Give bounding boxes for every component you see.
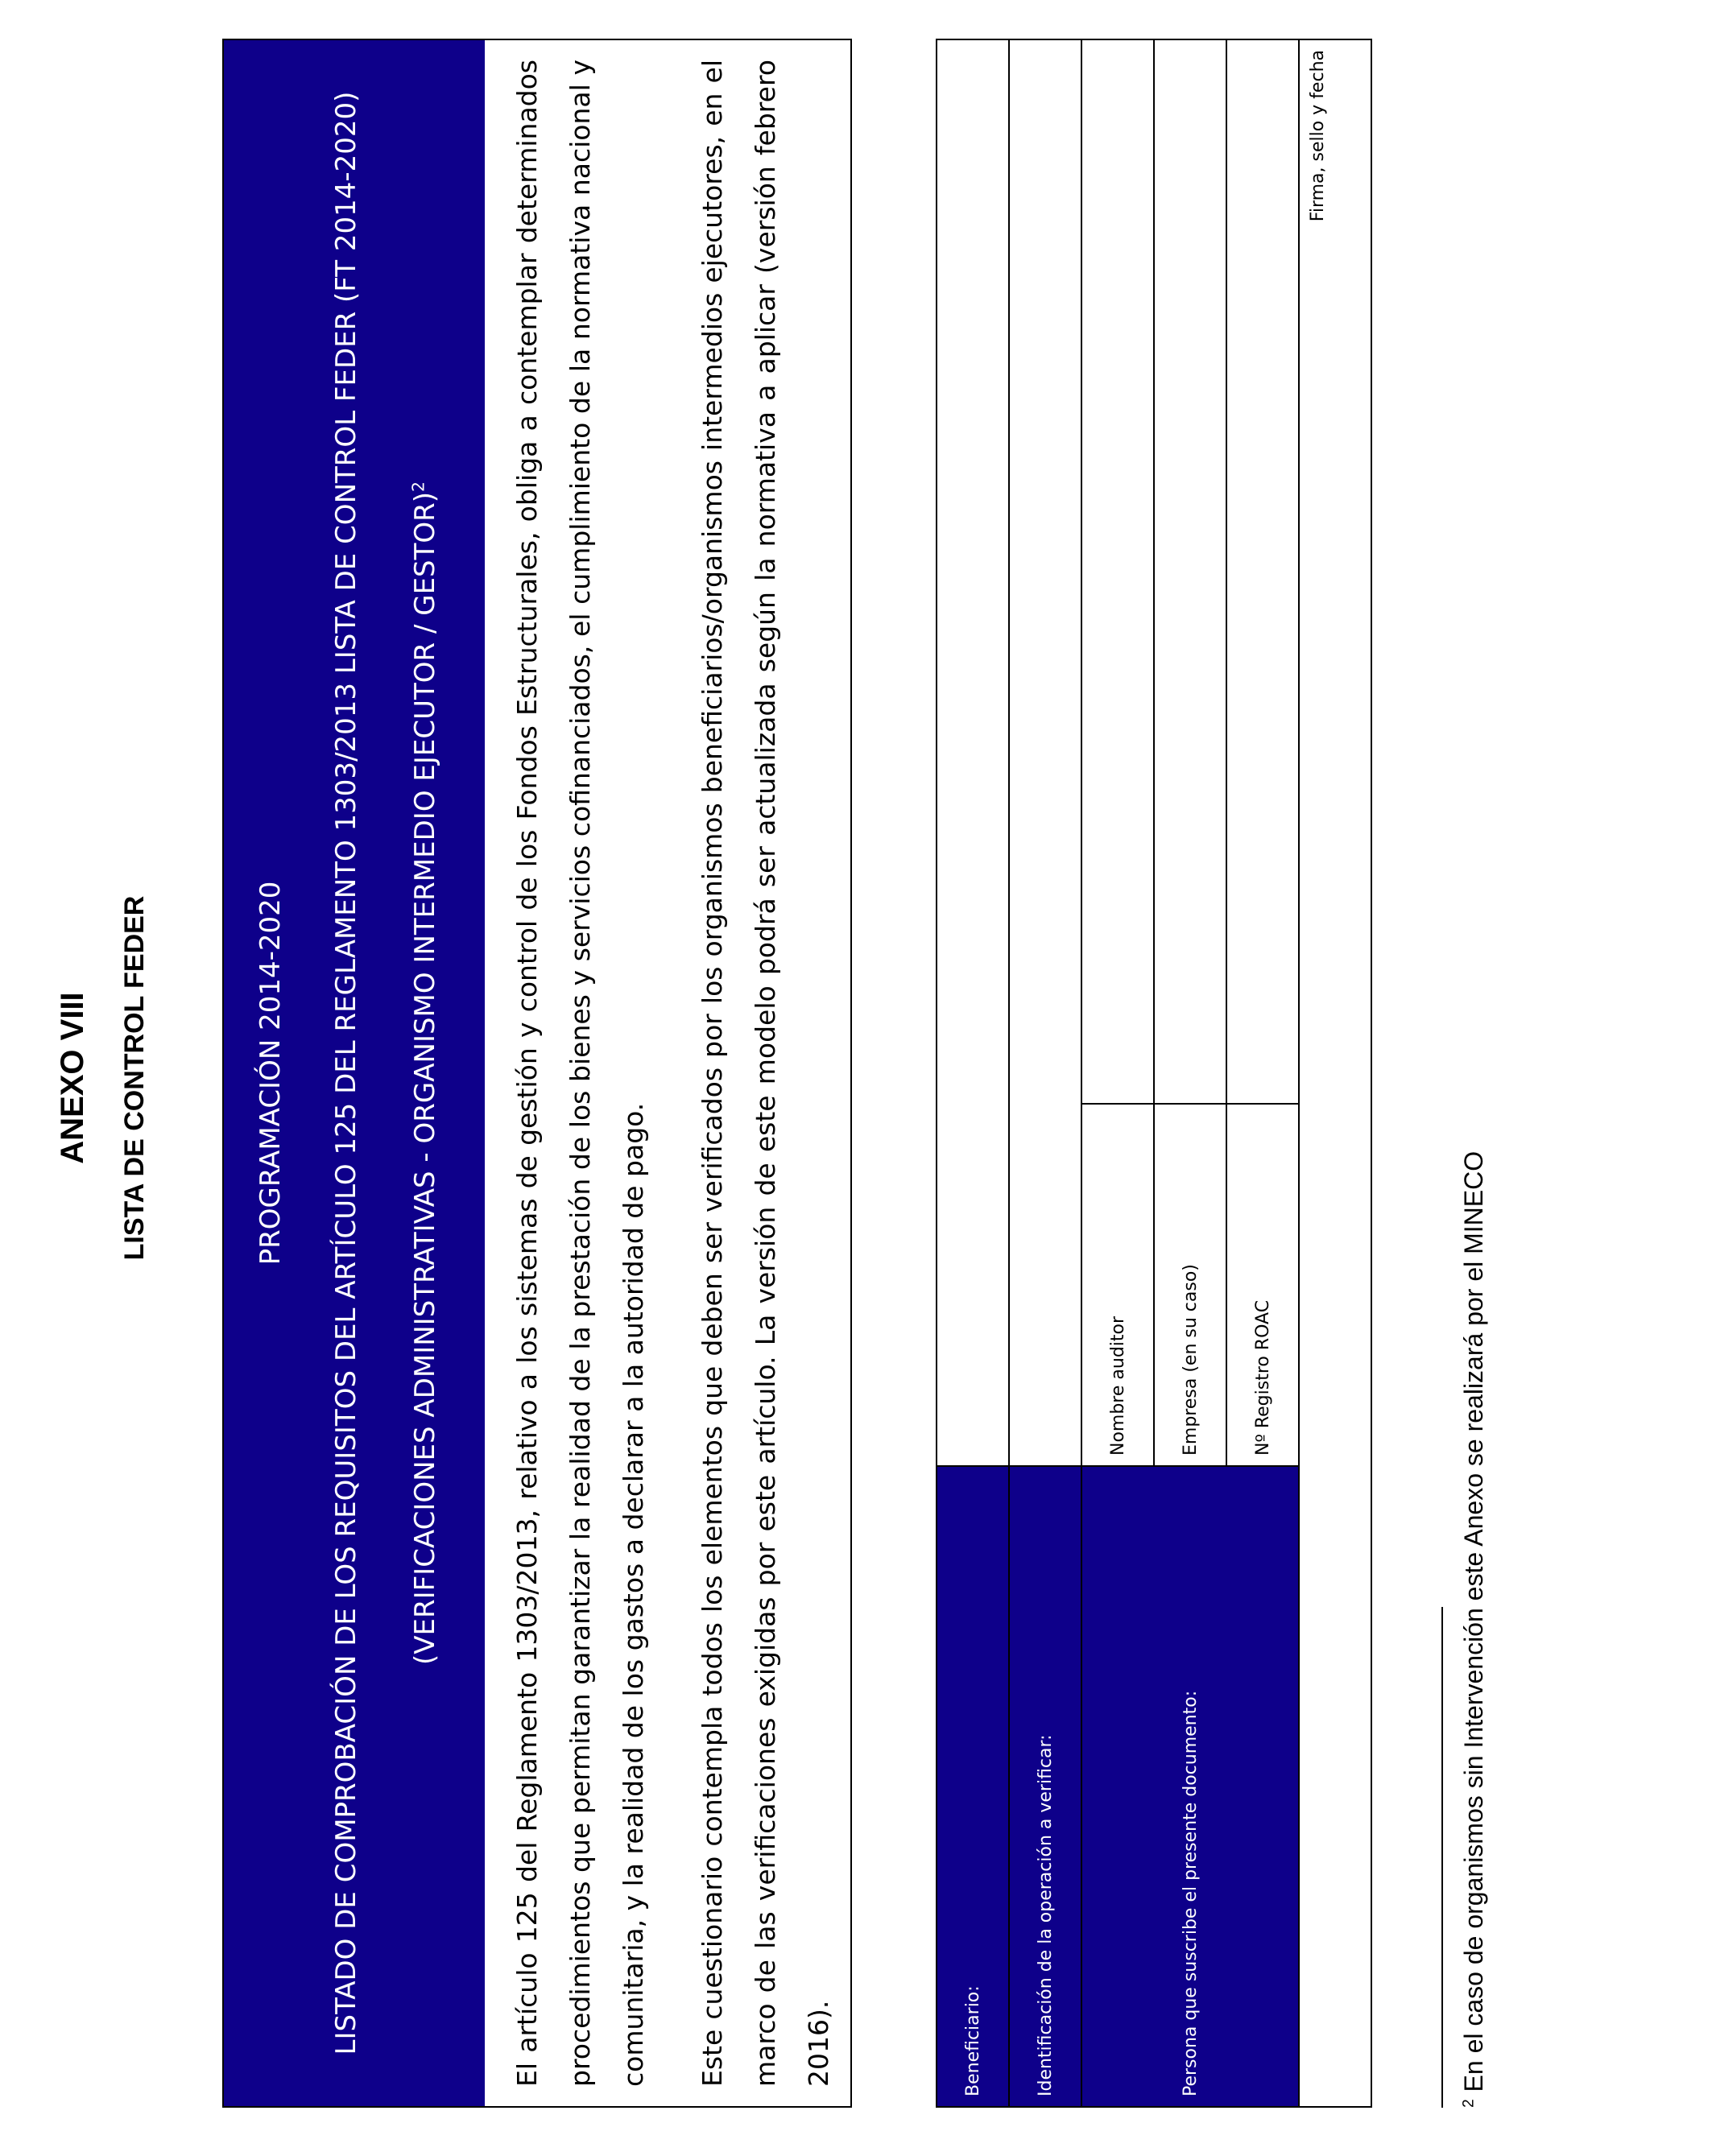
registro-label: Nº Registro ROAC — [1226, 1104, 1299, 1466]
firma-field[interactable] — [1299, 39, 1371, 2107]
annex-title: ANEXO VIII — [55, 992, 90, 1164]
verificaciones-heading — [409, 40, 441, 2106]
nombre-auditor-field[interactable] — [1081, 39, 1154, 1104]
info-box-body — [501, 60, 871, 2087]
info-box-header — [224, 40, 485, 2106]
footnote-text: En el caso de organismos sin Intervención este Anexo se realizará por el MINECO — [1459, 1150, 1488, 2092]
form-row-nombre-auditor — [1081, 39, 1154, 2107]
firma-label: Firma, sello y fecha — [1308, 50, 1328, 222]
intro-paragraph: El artículo 125 del Reglamento 1303/2013, relativo a los sistemas de gestión y control de los Fondos Estructurales, obliga a contemplar determinados procedimientos que permitan garantizar la realidad de la prestación de los bienes y servicios cofinanciados, el cumplimiento de la normativa nacional y comunitaria, y la realidad de los gastos a declarar a la autoridad de pago. — [511, 60, 649, 2087]
listado-heading: LISTADO DE COMPROBACIÓN DE LOS REQUISITOS DEL ARTÍCULO 125 DEL REGLAMENTO 1303/2013 LISTA DE CONTROL FEDER (FT 2014-2020) — [330, 91, 362, 2055]
form-row-beneficiario — [937, 39, 1009, 2107]
verification-form — [936, 39, 1372, 2108]
form-row-identificacion — [1009, 39, 1081, 2107]
nombre-auditor-label: Nombre auditor — [1081, 1104, 1154, 1466]
footnote-separator — [1441, 1607, 1443, 2108]
persona-label: Persona que suscribe el presente documento: — [1081, 1466, 1299, 2107]
scope-paragraph: Este cuestionario contempla todos los elementos que deben ser verificados por los organismos beneficiarios/organismos intermedios ejecutores, en el marco de las verificaciones exigidas por este artículo. La versión de este modelo podrá ser actualizada según la normativa a aplicar (versión febrero 2016). — [697, 60, 834, 2087]
document-subtitle: LISTA DE CONTROL FEDER — [119, 895, 150, 1261]
verificaciones-heading-text: (VERIFICACIONES ADMINISTRATIVAS - ORGANISMO INTERMEDIO EJECUTOR / GESTOR) — [409, 491, 441, 1666]
empresa-label: Empresa (en su caso) — [1154, 1104, 1226, 1466]
footnote-ref: 2 — [408, 481, 428, 492]
info-box — [222, 39, 852, 2108]
beneficiario-field[interactable] — [937, 39, 1009, 1466]
footnote-marker: 2 — [1460, 2099, 1478, 2108]
empresa-field[interactable] — [1154, 39, 1226, 1104]
identificacion-field[interactable] — [1009, 39, 1081, 1466]
footnote — [1459, 1151, 1489, 2108]
programacion-heading: PROGRAMACIÓN 2014-2020 — [254, 881, 287, 1266]
registro-field[interactable] — [1226, 39, 1299, 1104]
beneficiario-label: Beneficiario: — [937, 1466, 1009, 2107]
identificacion-label: Identificación de la operación a verificar: — [1009, 1466, 1081, 2107]
form-row-firma — [1299, 39, 1371, 2107]
